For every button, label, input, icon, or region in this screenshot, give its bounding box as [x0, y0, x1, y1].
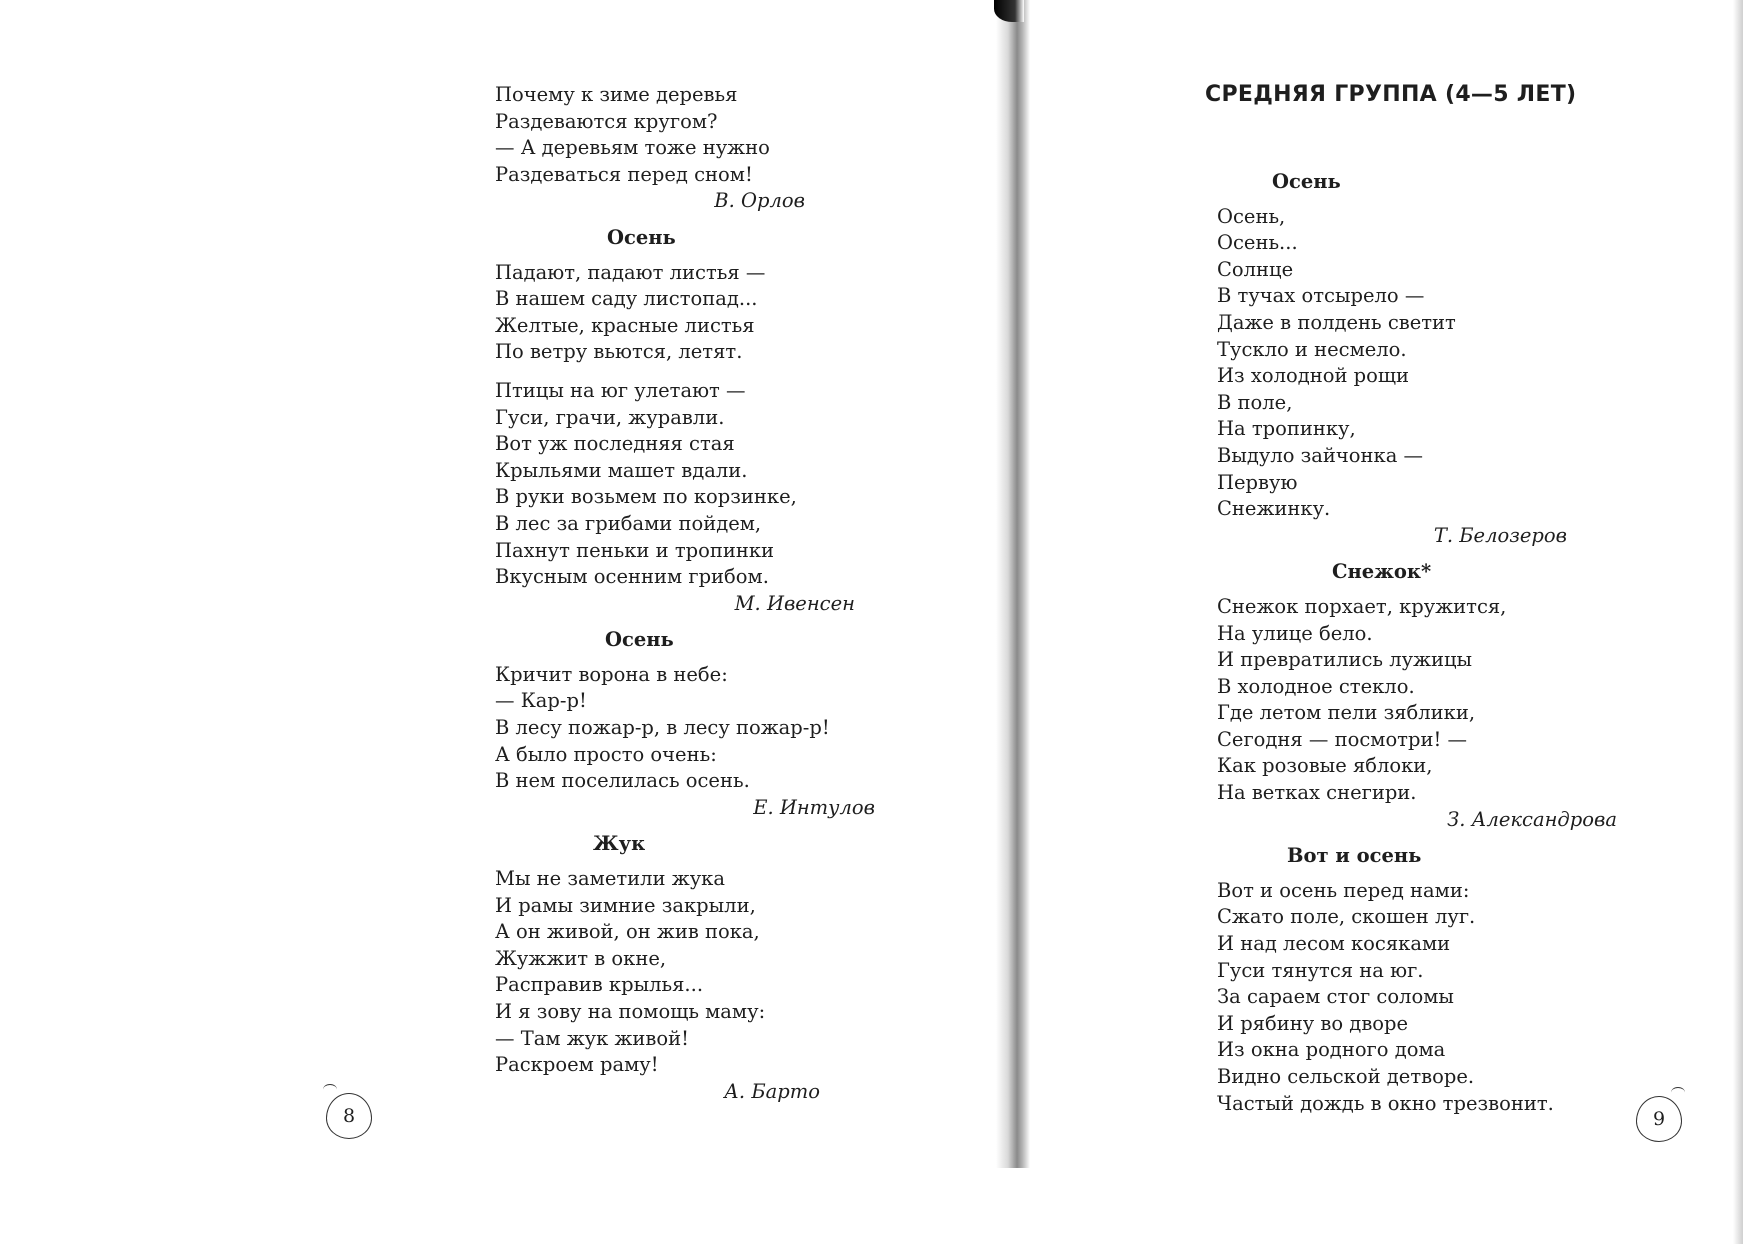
poem-line: Желтые, красные листья [495, 313, 755, 337]
book-gutter [996, 0, 1030, 1168]
left-page-text [495, 82, 875, 1115]
right-page-text [1217, 165, 1617, 1127]
poem-line: В холодное стекло. [1217, 674, 1415, 698]
stanza [495, 866, 875, 1079]
poem-line: В поле, [1217, 390, 1293, 414]
poem [1217, 559, 1617, 833]
poem-line: Пахнут пеньки и тропинки [495, 538, 774, 562]
poem-title: Жук [593, 832, 646, 856]
poem-line: Снежинку. [1217, 497, 1331, 521]
poem-title: Вот и осень [1287, 844, 1422, 868]
poem-line: Из холодной рощи [1217, 364, 1409, 388]
poem-line: Частый дождь в окно трезвонит. [1217, 1091, 1554, 1115]
poem-line: Сегодня — посмотри! — [1217, 727, 1467, 751]
poem-author: М. Ивенсен [734, 591, 855, 615]
poem [495, 831, 875, 1105]
poem-line: Жужжит в окне, [495, 946, 667, 970]
stanza [1217, 594, 1617, 807]
poem-line: А было просто очень: [495, 742, 717, 766]
poem-line: Где летом пели зяблики, [1217, 701, 1476, 725]
poem-line: Снежок порхает, кружится, [1217, 594, 1507, 618]
poem [1217, 843, 1617, 1117]
page-number-label: 9 [1652, 1108, 1666, 1130]
poem-line: В лесу пожар-р, в лесу пожар-р! [495, 716, 830, 740]
poem-title: Снежок* [1332, 560, 1432, 584]
poem-line: Вот уж последняя стая [495, 432, 735, 456]
stanza [1217, 878, 1617, 1117]
poem-line: И над лесом косяками [1217, 932, 1451, 956]
poem-line: Гуси тянутся на юг. [1217, 958, 1424, 982]
poem-author: А. Барто [724, 1079, 820, 1103]
poem-line: В тучах отсырело — [1217, 284, 1425, 308]
poem-line: Тускло и несмело. [1217, 337, 1407, 361]
poem [495, 225, 875, 617]
stanza [1217, 204, 1617, 523]
poem-line: За сараем стог соломы [1217, 985, 1454, 1009]
poem-line: И рябину во дворе [1217, 1011, 1409, 1035]
poem [495, 627, 875, 821]
stanza [495, 82, 875, 188]
poem-line: Крыльями машет вдали. [495, 458, 748, 482]
poem-line: В нашем саду листопад... [495, 287, 758, 311]
poem-line: Видно сельской детворе. [1217, 1065, 1475, 1088]
poem-line: Вот и осень перед нами: [1217, 878, 1470, 902]
leaf-stem-icon [1671, 1087, 1685, 1098]
leaf-stem-icon [323, 1084, 337, 1095]
poem-line: — Кар-р! [495, 689, 587, 713]
poem [495, 82, 875, 215]
poem-line: Даже в полдень светит [1217, 310, 1456, 334]
poem-line: — Там жук живой! [495, 1026, 689, 1050]
poem-line: На ветках снегири. [1217, 781, 1417, 805]
poem-line: Падают, падают листья — [495, 260, 766, 284]
poem-line: Мы не заметили жука [495, 867, 725, 891]
poem-line: Гуси, грачи, журавли. [495, 405, 725, 429]
poem-line: Кричит ворона в небе: [495, 662, 728, 686]
poem-line: Сжато поле, скошен луг. [1217, 905, 1476, 929]
poem-line: — А деревьям тоже нужно [495, 136, 770, 160]
poem-line: Птицы на юг улетают — [495, 378, 746, 402]
poem-line: Осень, [1217, 204, 1286, 228]
poem-line: На тропинку, [1217, 417, 1356, 441]
poem-line: Осень... [1217, 231, 1298, 255]
poem-title: Осень [605, 628, 674, 652]
poem-line: Раскроем раму! [495, 1053, 659, 1077]
poem-line: В лес за грибами пойдем, [495, 511, 762, 535]
poem-line: Раздеваются кругом? [495, 109, 718, 133]
poem-author: З. Александрова [1447, 807, 1617, 831]
page-number-right [1636, 1096, 1682, 1142]
page-number-left [326, 1093, 372, 1139]
poem-line: А он живой, он жив пока, [495, 920, 760, 944]
poem-line: И превратились лужицы [1217, 648, 1473, 672]
stanza [495, 378, 875, 591]
poem-title: Осень [1272, 170, 1341, 193]
poem-line: Вкусным осенним грибом. [495, 565, 769, 589]
poem-line: Из окна родного дома [1217, 1038, 1446, 1062]
poem-line: И рамы зимние закрыли, [495, 893, 756, 917]
poem-line: Раздеваться перед сном! [495, 162, 753, 186]
poem-line: В руки возьмем по корзинке, [495, 485, 797, 509]
poem-line: Первую [1217, 470, 1298, 494]
poem-author: В. Орлов [714, 189, 805, 213]
page-number-label: 8 [342, 1105, 356, 1127]
poem-line: Выдуло зайчонка — [1217, 443, 1424, 467]
poem-line: По ветру вьются, летят. [495, 340, 743, 364]
poem-author: Т. Белозеров [1433, 523, 1567, 547]
page-edge [1733, 0, 1743, 1244]
poem-line: Солнце [1217, 257, 1294, 281]
poem-author: Е. Интулов [753, 795, 875, 819]
poem-line: Как розовые яблоки, [1217, 754, 1433, 778]
stanza [495, 260, 875, 366]
poem-line: В нем поселилась осень. [495, 769, 750, 793]
section-title: СРЕДНЯЯ ГРУППА (4—5 ЛЕТ) [1205, 82, 1577, 107]
poem-line: Расправив крылья... [495, 973, 704, 997]
poem-line: Почему к зиме деревья [495, 83, 738, 106]
stanza [495, 662, 875, 795]
poem-line: И я зову на помощь маму: [495, 1000, 766, 1023]
poem-title: Осень [607, 225, 676, 249]
poem [1217, 169, 1617, 549]
poem-line: На улице бело. [1217, 621, 1373, 645]
